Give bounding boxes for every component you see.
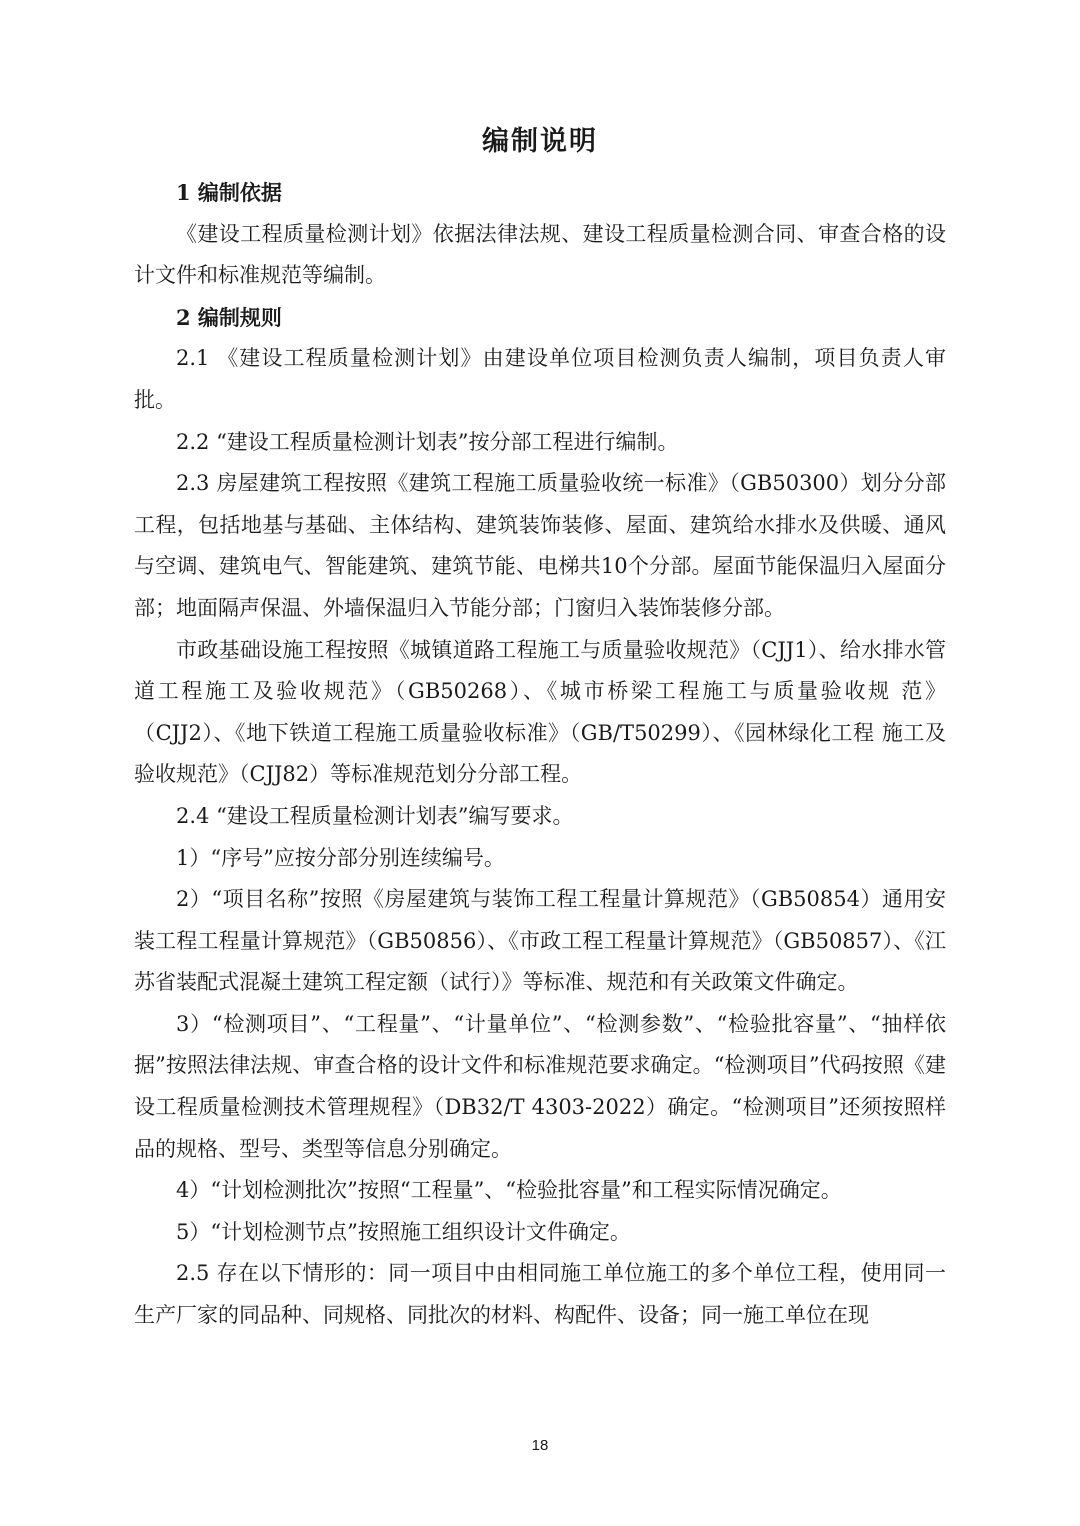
paragraph-2-4: 2.4 “建设工程质量检测计划表”编写要求。 <box>176 803 574 828</box>
paragraph-2-3: 2.3 房屋建筑工程按照《建筑工程施工质量验收统一标准》（GB50300）划分分部工程，包括地基与基础、主体结构、建筑装饰装修、屋面、建筑给水排水及供暖、通风与空调、建筑电气、智能建筑、建筑节能、电梯共10个分部。屋面节能保温归入屋面分部；地面隔声保温、外墙保温归入节能分部；门窗归入装饰装修分部。 <box>134 471 946 620</box>
paragraph-2-5: 2.5 存在以下情形的：同一项目中由相同施工单位施工的多个单位工程，使用同一生产厂家的同品种、同规格、同批次的材料、构配件、设备；同一施工单位在现 <box>134 1261 946 1328</box>
page-title: 编制说明 <box>482 126 598 157</box>
page-number: 18 <box>531 1437 549 1454</box>
list-item-4: 4）“计划检测批次”按照“工程量”、“检验批容量”和工程实际情况确定。 <box>176 1178 842 1203</box>
list-item-2: 2）“项目名称”按照《房屋建筑与装饰工程工程量计算规范》（GB50854）通用安装工程工程量计算规范》（GB50856）、《市政工程工程量计算规范》（GB50857）、《江苏省装配式混凝土建筑工程定额（试行）》等标准、规范和有关政策文件确定。 <box>134 887 946 995</box>
list-item-5: 5）“计划检测节点”按照施工组织设计文件确定。 <box>176 1219 631 1244</box>
section-heading-rules: 2 编制规则 <box>176 304 282 330</box>
section-heading-basis: 1 编制依据 <box>176 180 282 205</box>
paragraph-2-2: 2.2 “建设工程质量检测计划表”按分部工程进行编制。 <box>176 429 679 454</box>
paragraph-basis: 《建设工程质量检测计划》依据法律法规、建设工程质量检测合同、审查合格的设计文件和标准规范等编制。 <box>134 221 946 288</box>
list-item-1: 1）“序号”应按分部分别连续编号。 <box>176 845 505 870</box>
paragraph-municipal: 市政基础设施工程按照《城镇道路工程施工与质量验收规范》（CJJ1）、给水排水管道工程施工及验收规范》（GB50268）、《城市桥梁工程施工与质量验收规 范》（CJJ2）、《地下铁道工程施工质量验收标准》（GB/T50299）、《园林绿化工程 施工及验收规范》（CJJ82）等标准规范划分分部工程。 <box>134 637 946 787</box>
paragraph-2-1: 2.1 《建设工程质量检测计划》由建设单位项目检测负责人编制，项目负责人审批。 <box>134 346 946 412</box>
list-item-3: 3）“检测项目”、“工程量”、“计量单位”、“检测参数”、“检验批容量”、“抽样依据”按照法律法规、审查合格的设计文件和标准规范要求确定。“检测项目”代码按照《建设工程质量检测技术管理规程》（DB32/T 4303-2022）确定。“检测项目”还须按照样品的规格、型号、类型等信息分别确定。 <box>134 1011 946 1161</box>
document-body <box>134 172 946 1337</box>
